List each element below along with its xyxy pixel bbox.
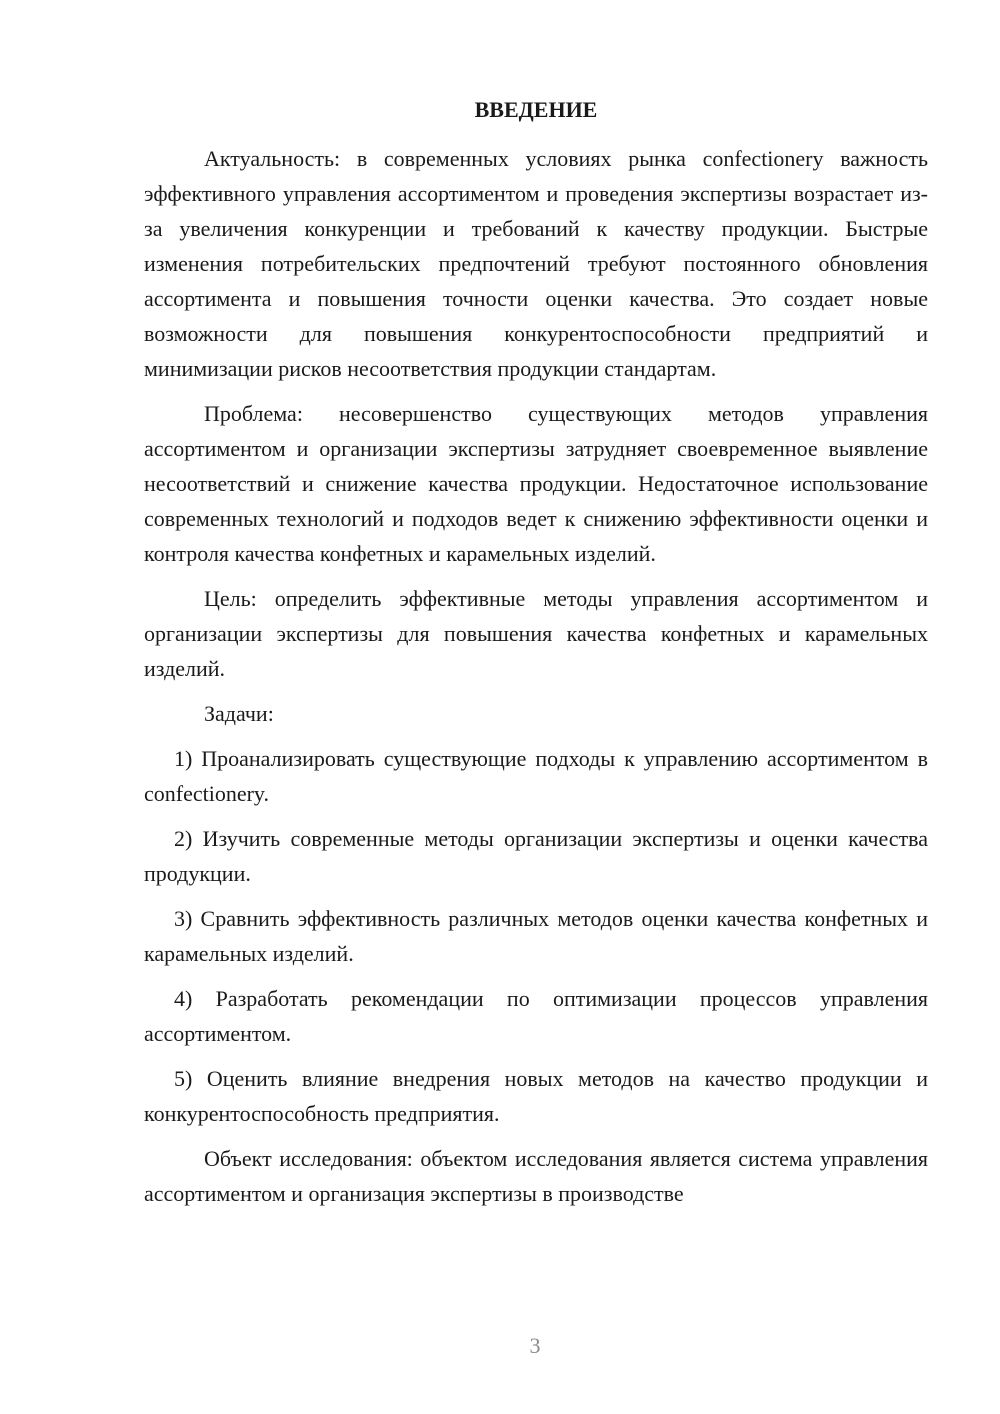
tasks-heading: Задачи: (204, 701, 274, 726)
task-item-4: 4) Разработать рекомендации по оптимизации процессов управления ассортиментом. (144, 986, 928, 1046)
page-content (144, 92, 928, 1221)
page-number: 3 (529, 1333, 541, 1358)
task-item-2: 2) Изучить современные методы организации экспертизы и оценки качества продукции. (144, 826, 928, 886)
paragraph-object: Объект исследования: объектом исследования является система управления ассортиментом и организация экспертизы в производстве (144, 1146, 928, 1206)
task-item-1: 1) Проанализировать существующие подходы к управлению ассортиментом в confectionery. (144, 746, 928, 806)
task-item-3: 3) Сравнить эффективность различных методов оценки качества конфетных и карамельных изделий. (144, 906, 928, 966)
paragraph-problem: Проблема: несовершенство существующих методов управления ассортиментом и организации экспертизы затрудняет своевременное выявление несоответствий и снижение качества продукции. Недостаточное использование современных технологий и подходов ведет к снижению эффективности оценки и контроля качества конфетных и карамельных изделий. (144, 401, 928, 566)
paragraph-goal: Цель: определить эффективные методы управления ассортиментом и организации экспертизы для повышения качества конфетных и карамельных изделий. (144, 586, 928, 681)
task-item-5: 5) Оценить влияние внедрения новых методов на качество продукции и конкурентоспособность предприятия. (144, 1066, 928, 1126)
page-title: ВВЕДЕНИЕ (474, 97, 598, 122)
paragraph-relevance: Актуальность: в современных условиях рынка confectionery важность эффективного управления ассортиментом и проведения экспертизы возрастает из-за увеличения конкуренции и требований к качеству продукции. Быстрые изменения потребительских предпочтений требуют постоянного обновления ассортимента и повышения точности оценки качества. Это создает новые возможности для повышения конкурентоспособности предприятий и минимизации рисков несоответствия продукции стандартам. (144, 146, 928, 381)
